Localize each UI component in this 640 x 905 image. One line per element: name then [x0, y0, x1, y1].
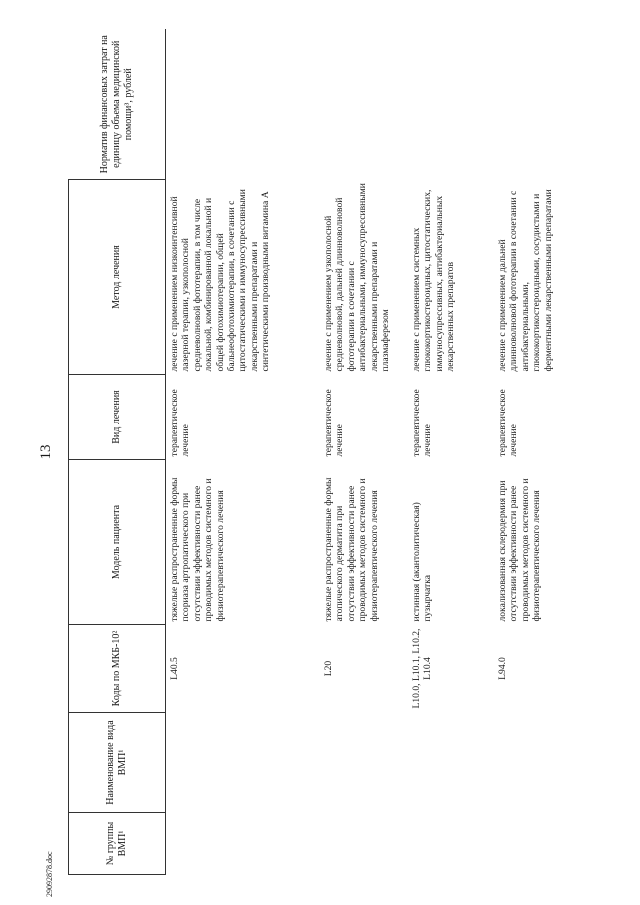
cell-icd-code: L94.0: [497, 657, 508, 680]
cell-patient-model: истинная (акантолитическая) пузырчатка: [411, 502, 434, 622]
cell-cost-norm: [320, 30, 408, 180]
cell-treatment-type: терапевтическое лечение: [169, 389, 192, 457]
cell-vmp-name: [494, 713, 600, 813]
cell-cost-norm: [408, 30, 494, 180]
table-row: [494, 30, 600, 875]
table-header-row: [69, 30, 166, 875]
cell-group-no: [320, 813, 408, 875]
cell-patient-model: тяжелые распространенные формы псориаза артропатического при отсутствии эффективности ранее проводимых методов системного и физиотерапевтического лечения: [169, 477, 226, 622]
cell-treatment-method: лечение с применением низкоинтенсивной лазерной терапии, узкополосной средневолновой фототерапии, в том числе локальной, комбинированной локальной и общей фотохимиотерапии, общей бальнеофотохимиотерапии, в сочетании с цитостатическими и иммуносупрессивными лекарственными препаратами и синтетическими производными витамина A: [169, 189, 272, 372]
cell-group-no: [494, 813, 600, 875]
cell-treatment-type: терапевтическое лечение: [323, 389, 346, 457]
cell-patient-model: локализованная склеродермия при отсутствии эффективности ранее проводимых методов системного и физиотерапевтического лечения: [497, 478, 543, 622]
cell-vmp-name: [166, 713, 321, 813]
cell-cost-norm: [494, 30, 600, 180]
cell-treatment-method: лечение с применением системных глюкокортикостероидных, цитостатических, иммуносупрессивных, антибактериальных лекарственных препаратов: [411, 189, 457, 372]
header-group-no: № группы ВМП¹: [69, 813, 166, 875]
header-vmp-name: Наименование вида ВМП¹: [69, 713, 166, 813]
cell-patient-model: тяжелые распространенные формы атопического дерматита при отсутствии эффективности ранее проводимых методов системного и физиотерапевтического лечения: [323, 477, 380, 622]
page-number: 13: [38, 444, 54, 460]
rotated-table-container: [68, 30, 628, 875]
cell-group-no: [166, 813, 321, 875]
header-patient-model: Модель пациента: [69, 460, 166, 625]
cell-icd-code: L40.5: [169, 657, 180, 680]
cell-icd-code: L20: [323, 660, 334, 677]
header-cost-norm: Норматив финансовых затрат на единицу объема медицинской помощи³, рублей: [69, 30, 166, 180]
cell-treatment-type: терапевтическое лечение: [411, 389, 434, 457]
cell-treatment-method: лечение с применением узкополосной средневолновой, дальней длинноволновой фототерапии в сочетании с антибактериальными, иммуносупрессивными лекарственными препаратами и плазмаферезом: [323, 183, 392, 372]
cell-icd-code: L10.0, L10.1, L10.2, L10.4: [411, 628, 434, 709]
cell-treatment-type: терапевтическое лечение: [497, 389, 520, 457]
table-row: [408, 30, 494, 875]
table-row: [166, 30, 321, 875]
cell-cost-norm: [166, 30, 321, 180]
cell-vmp-name: [320, 713, 408, 813]
header-treatment-method: Метод лечения: [69, 180, 166, 375]
cell-group-no: [408, 813, 494, 875]
header-treatment-type: Вид лечения: [69, 375, 166, 460]
footer-document-code: 29092878.doc: [45, 851, 54, 897]
table-row: [320, 30, 408, 875]
header-icd-codes: Коды по МКБ-10²: [69, 625, 166, 713]
vmp-table: [68, 30, 600, 876]
cell-treatment-method: лечение с применением дальней длинноволновой фототерапии в сочетании с антибактериальными, глюкокортикостероидными, сосудистыми и ферментными лекарственными препаратами: [497, 189, 554, 372]
cell-vmp-name: [408, 713, 494, 813]
